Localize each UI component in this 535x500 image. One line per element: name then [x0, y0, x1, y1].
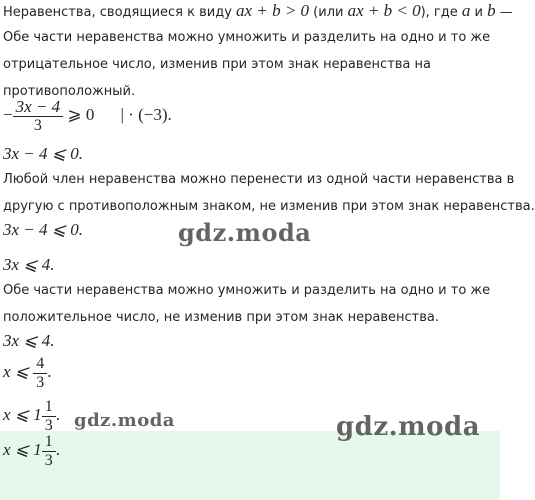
- intro-line: Неравенства, сводящиеся к виду ax + b > 0 (или ax + b < 0), где a и b —: [3, 1, 513, 20]
- rule-text-line-1: Обе части неравенства можно умножить и разделить на одно и то же: [3, 30, 491, 45]
- answer-equation: x ⩽ 1 $\frac{1}{3}$ .: [3, 433, 61, 469]
- positive-rule-line-1: Обе части неравенства можно умножить и разделить на одно и то же: [3, 283, 491, 298]
- equation-6: x ⩽ 1 $\frac{1}{3}$ .: [3, 398, 61, 434]
- transfer-rule-line-2: другую с противоположным знаком, не изменив при этом знак неравенства.: [3, 199, 535, 214]
- equation-2: 3x − 4 ⩽ 0.: [3, 220, 84, 239]
- equation-1: 3x − 4 ⩽ 0.: [3, 144, 84, 163]
- equation-3: 3x ⩽ 4.: [3, 255, 55, 274]
- equation-5: x ⩽ $\frac{4}{3}$ .: [3, 355, 52, 391]
- equation-4: 3x ⩽ 4.: [3, 331, 55, 350]
- positive-rule-line-2: положительное число, не изменив при этом знак неравенства.: [3, 310, 439, 325]
- watermark-logo: gdz.moda: [336, 412, 481, 442]
- watermark-logo: gdz.moda: [74, 410, 175, 431]
- rule-text-line-3: противоположный.: [3, 84, 136, 99]
- watermark-logo: gdz.moda: [178, 218, 312, 247]
- transfer-rule-line-1: Любой член неравенства можно перенести из одной части неравенства в: [3, 172, 515, 187]
- rule-text-line-2: отрицательное число, изменив при этом знак неравенства на: [3, 57, 431, 72]
- fraction-inequality: − $\frac{3x - 4}{3}$ ⩾ 0 | · (−3).: [3, 97, 172, 134]
